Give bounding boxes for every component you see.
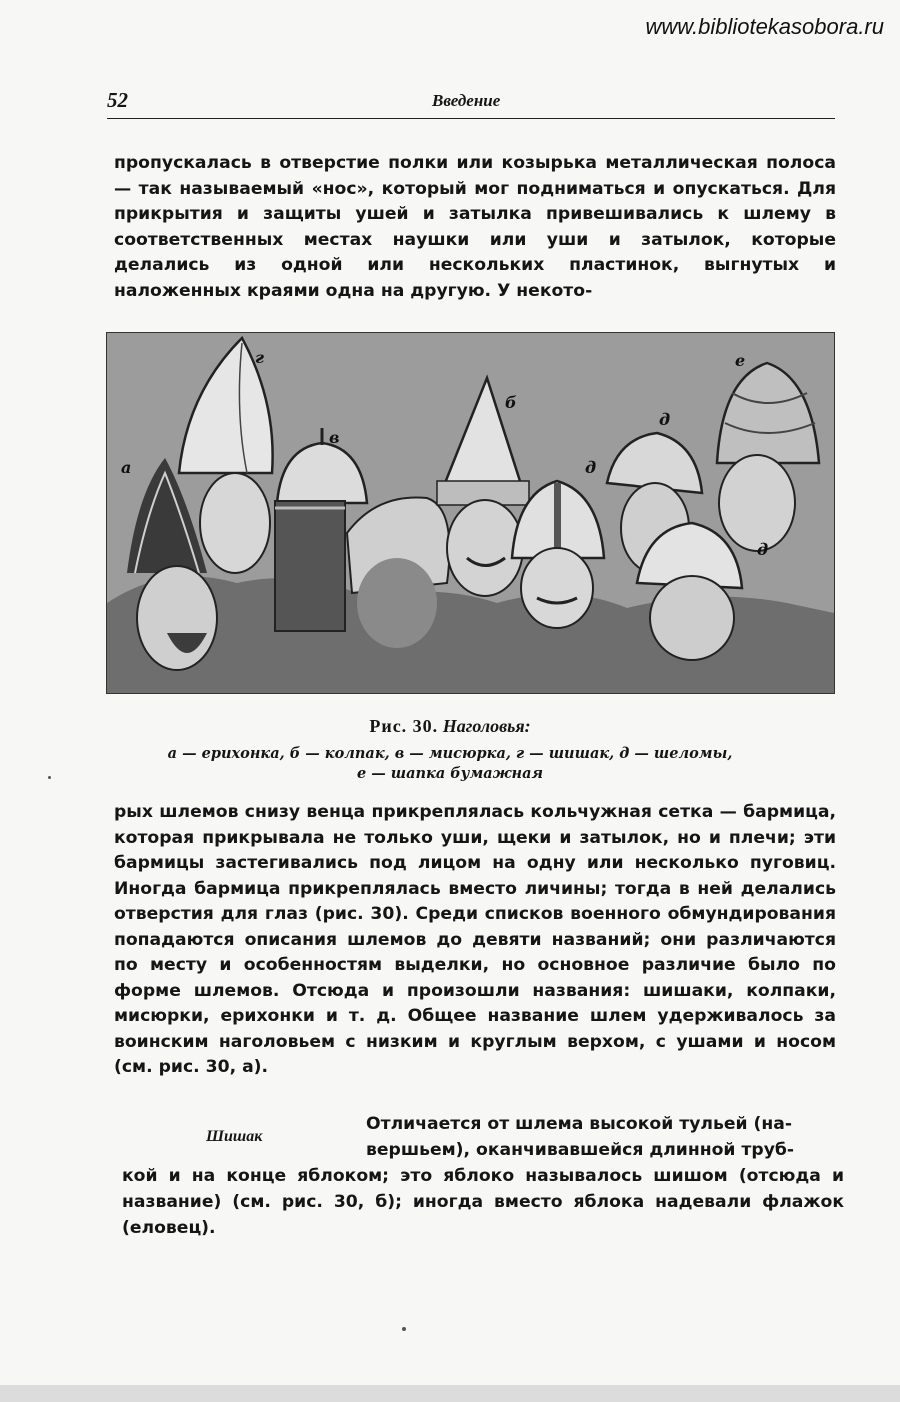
- letter-v: в: [329, 428, 340, 447]
- paragraph-shishak: [122, 1111, 844, 1241]
- letter-d-2: д: [659, 410, 671, 429]
- letter-a: а: [121, 458, 132, 477]
- watermark-url: www.bibliotekasobora.ru: [645, 14, 884, 39]
- letter-d-3: д: [757, 540, 769, 559]
- shishak-line-1: Отличается от шлема высокой тульей (на-: [366, 1114, 792, 1134]
- section-title: Введение: [432, 91, 501, 110]
- figure-label: Рис. 30.: [369, 716, 439, 736]
- paragraph-middle: рых шлемов снизу венца прикреплялась кольчужная сетка — бармица, которая прикрывала не только уши, щеки и затылок, но и плечи; эти бармицы застегивались под лицом на одну или несколько пуговиц. Иногда бармица прикреплялась вместо личины; тогда в ней делались отверстия для глаз (рис. 30). Среди списков военного обмундирования попадаются описания шлемов до девяти названий; они различаются по месту и особенностям выделки, но основное различие было по форме шлемов. Отсюда и произошли названия: шишаки, колпаки, мисюрки, ерихонки и т. д. Общее название шлем удерживалось за воинским наголовьем с низким и круглым верхом, с ушами и носом (см. рис. 30, а).: [114, 802, 836, 1077]
- figure-legend-line-1: а — ерихонка, б — колпак, в — мисюрка, г — шишак, д — шеломы,: [167, 745, 733, 762]
- helmets-drawing: [107, 333, 834, 693]
- letter-d-1: д: [585, 458, 597, 477]
- paragraph-top: пропускалась в отверстие полки или козырька металлическая полоса — так называемый «нос», который мог подниматься и опускаться. Для прикрытия и защиты ушей и затылка привешивались к шлему в соответственных местах наушки или уши и затылок, которые делались из одной или нескольких пластинок, выгнутых и наложенных краями одна на другую. У некото-: [114, 153, 836, 301]
- page-number: 52: [107, 88, 128, 112]
- helmets-illustration: [106, 332, 835, 694]
- figure-title: Наголовья:: [442, 716, 531, 736]
- shishak-line-2: вершьем), оканчивавшейся длинной труб-: [366, 1140, 795, 1160]
- scan-bottom-edge: [0, 1385, 900, 1402]
- figure-legend-line-2: е — шапка бумажная: [356, 765, 544, 782]
- figure-caption-title: [0, 716, 900, 737]
- letter-b: б: [505, 393, 517, 412]
- margin-term: Шишак: [206, 1128, 263, 1145]
- scan-speck: [402, 1327, 406, 1331]
- shishak-rest: кой и на конце яблоком; это яблоко называлось шишом (отсюда и название) (см. рис. 30, б); иногда вместо яблока надевали флажок (еловец).: [122, 1166, 844, 1238]
- scan-speck: [48, 776, 51, 779]
- letter-e: е: [735, 351, 746, 370]
- letter-g: г: [255, 348, 264, 367]
- running-header: [107, 88, 835, 119]
